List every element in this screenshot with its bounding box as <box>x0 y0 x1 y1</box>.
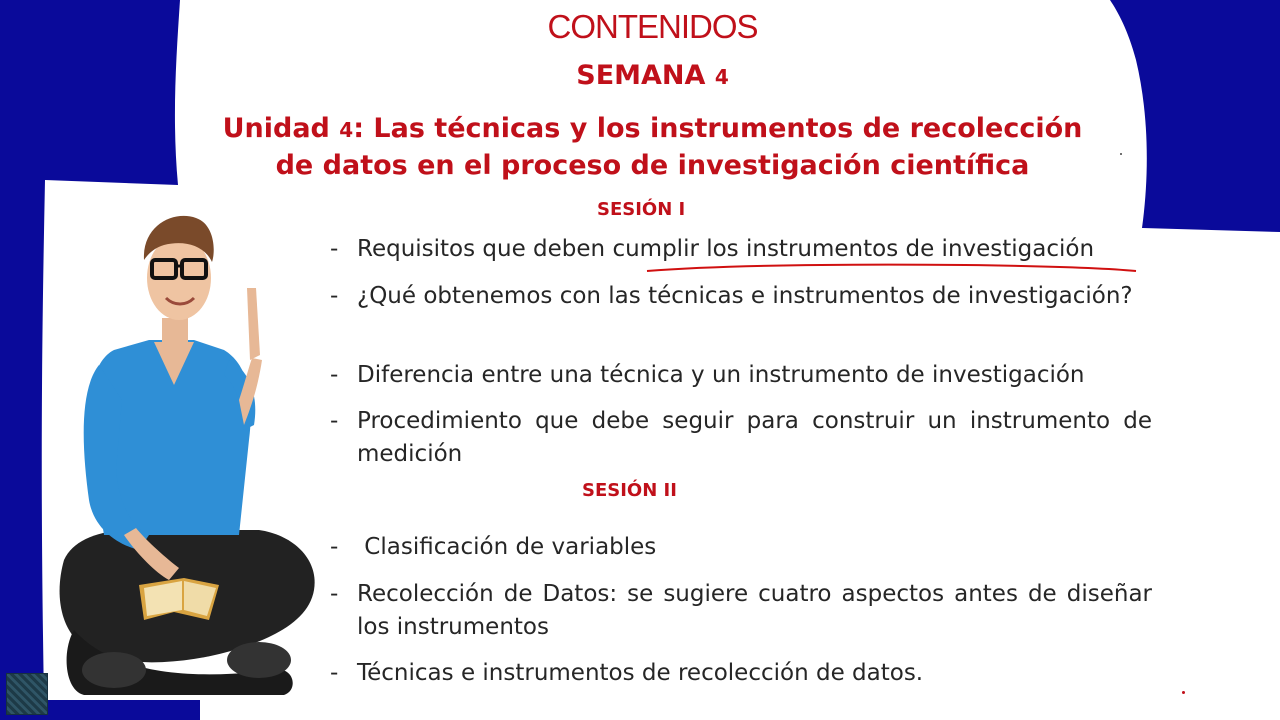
list-item: - ¿Qué obtenemos con las técnicas e instrumentos de investigación? <box>330 280 1152 313</box>
week-heading <box>0 60 1280 91</box>
bullet-dash: - <box>330 362 339 388</box>
week-number: 4 <box>714 65 729 89</box>
unit-number: 4 <box>339 118 354 142</box>
week-label: SEMANA <box>576 60 706 91</box>
unit-title-line2: de datos en el proceso de investigación científica <box>275 150 1030 181</box>
session-1-label: SESIÓN I <box>597 199 686 220</box>
page-title: CONTENIDOS <box>547 8 758 45</box>
session-2-label: SESIÓN II <box>582 480 677 501</box>
bullet-dash: - <box>330 236 339 262</box>
list-item: - Requisitos que deben cumplir los instrumentos de investigación <box>330 233 1152 266</box>
bullet-dash: - <box>330 283 339 309</box>
student-illustration <box>44 200 344 695</box>
red-dot-marker <box>1182 691 1185 694</box>
video-thumbnail[interactable] <box>6 673 48 715</box>
list-item: - Procedimiento que debe seguir para construir un instrumento de medición <box>330 405 1152 471</box>
list-item: - Clasificación de variables <box>330 531 1152 564</box>
bullet-dash: - <box>330 534 339 560</box>
dot-marker <box>1120 153 1122 155</box>
unit-heading <box>200 111 1105 184</box>
bullet-dash: - <box>330 581 339 607</box>
list-item: - Recolección de Datos: se sugiere cuatro aspectos antes de diseñar los instrumentos <box>330 578 1152 644</box>
list-item: - Técnicas e instrumentos de recolección de datos. <box>330 657 1152 690</box>
list-item: - Diferencia entre una técnica y un instrumento de investigación <box>330 359 1152 392</box>
unit-prefix: Unidad <box>222 113 330 144</box>
red-underline-annotation <box>645 262 1138 274</box>
bullet-dash: - <box>330 408 339 434</box>
unit-title-line1: : Las técnicas y los instrumentos de recolección <box>353 113 1083 144</box>
bullet-dash: - <box>330 660 339 686</box>
